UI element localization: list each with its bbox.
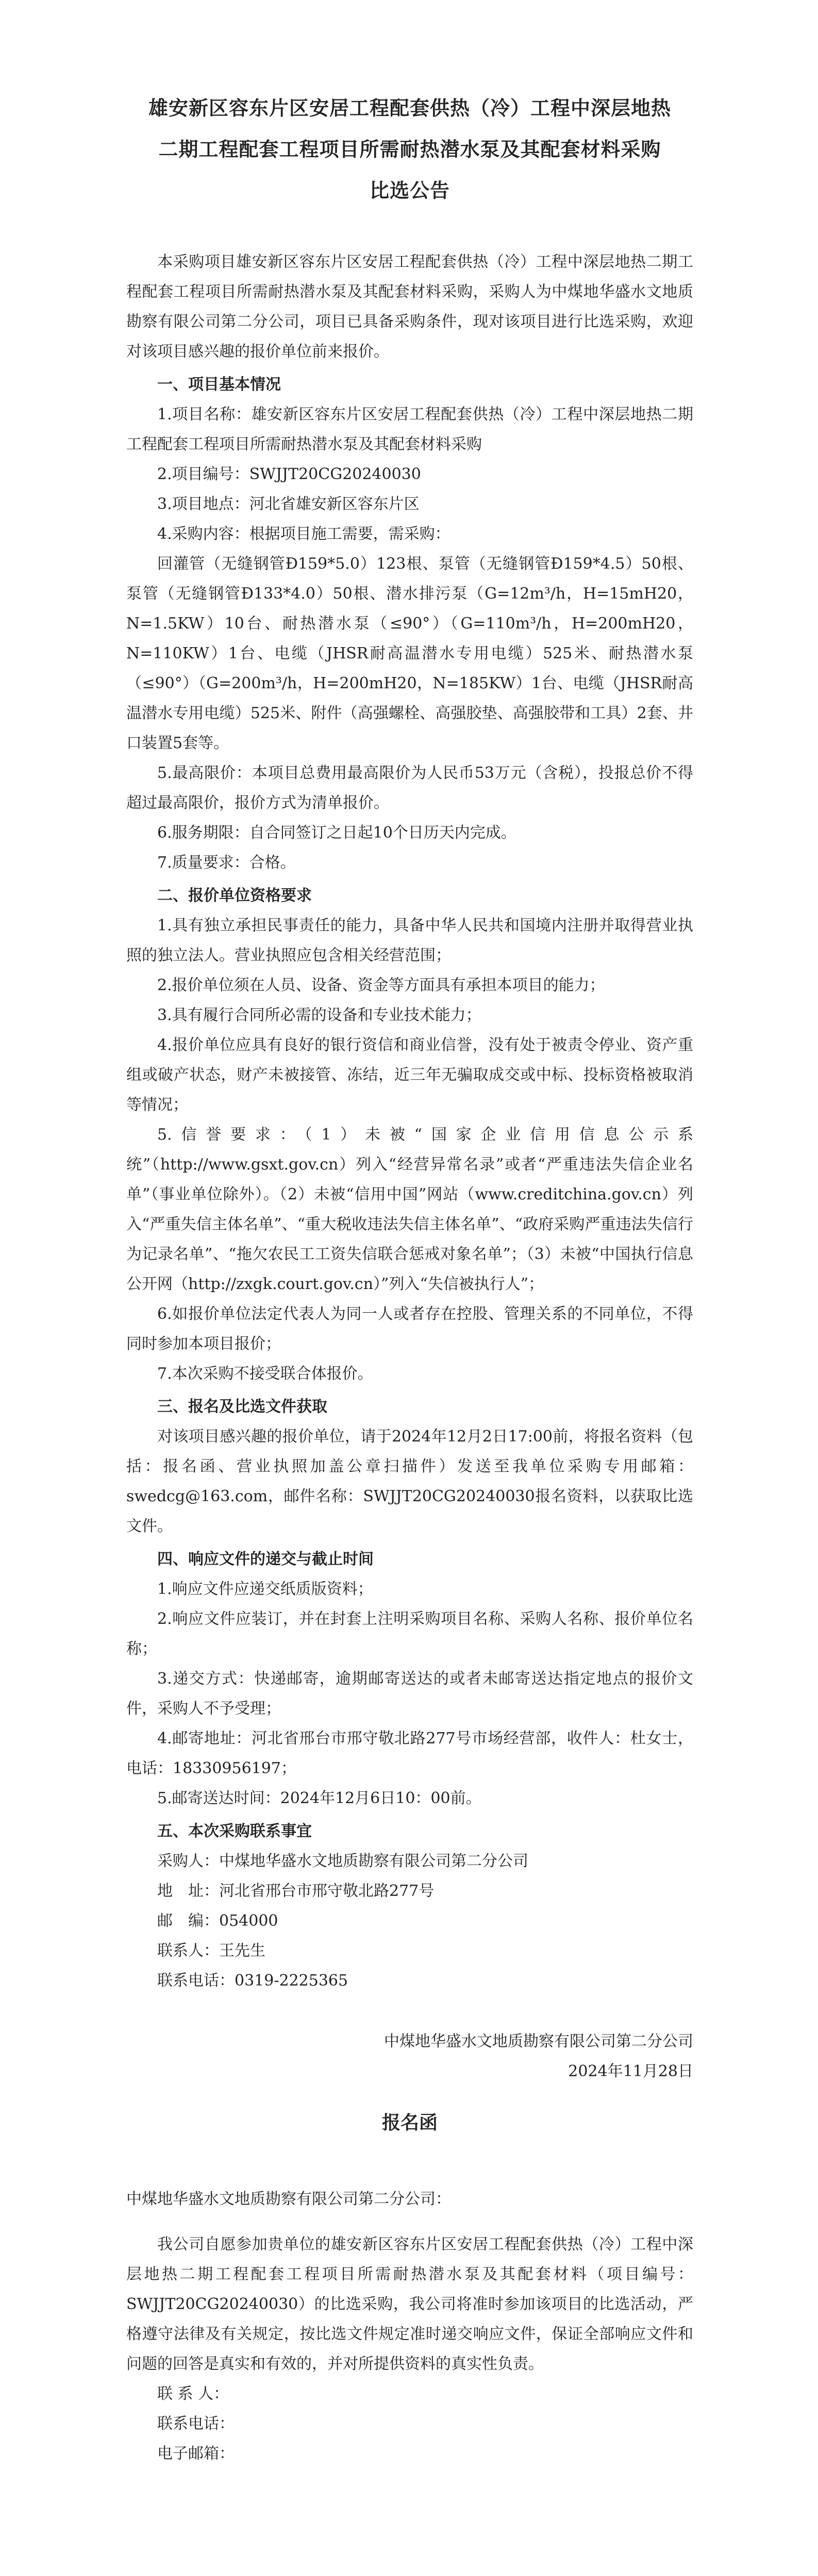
s4-item-2: 2.响应文件应装订，并在封套上注明采购项目名称、采购人名称、报价单位名称； xyxy=(126,1610,693,1658)
s2-item-3: 3.具有履行合同所必需的设备和专业技术能力； xyxy=(157,1006,481,1024)
section-4-heading: 四、响应文件的递交与截止时间 xyxy=(157,1550,374,1568)
title-line-2: 二期工程配套工程项目所需耐热潜水泵及其配套材料采购 xyxy=(158,138,661,161)
s4-item-5: 5.邮寄送达时间：2024年12月6日10：00前。 xyxy=(157,1789,481,1807)
s2-item-6: 6.如报价单位法定代表人为同一人或者存在控股、管理关系的不同单位，不得同时参加本项目报价； xyxy=(126,1305,693,1353)
section-1-heading: 一、项目基本情况 xyxy=(157,376,281,394)
registration-contact-label: 联 系 人： xyxy=(157,2385,229,2403)
page-title xyxy=(126,88,693,211)
s4-item-1: 1.响应文件应递交纸质版资料； xyxy=(157,1580,373,1598)
s1-item-6: 6.服务期限：自合同签订之日起10个日历天内完成。 xyxy=(157,824,516,842)
s2-item-2: 2.报价单位须在人员、设备、资金等方面具有承担本项目的能力； xyxy=(157,976,605,994)
s2-item-4: 4.报价单位应具有良好的银行资信和商业信誉，没有处于被责令停业、资产重组或破产状态，财产未被接管、冻结，近三年无骗取成交或中标、投标资格被取消等情况； xyxy=(126,1036,693,1114)
registration-title: 报名函 xyxy=(381,2112,438,2133)
s1-item-3: 3.项目地点：河北省雄安新区容东片区 xyxy=(157,495,420,513)
s5-purchaser: 采购人：中煤地华盛水文地质勘察有限公司第二分公司 xyxy=(157,1852,528,1870)
spacer xyxy=(126,2469,693,2576)
s5-contact: 联系人：王先生 xyxy=(157,1942,265,1960)
section-2-heading: 二、报价单位资格要求 xyxy=(157,887,312,905)
registration-phone-label: 联系电话： xyxy=(157,2415,235,2433)
signature-company: 中煤地华盛水文地质勘察有限公司第二分公司 xyxy=(384,2032,693,2050)
title-line-1: 雄安新区容东片区安居工程配套供热（冷）工程中深层地热 xyxy=(148,96,671,120)
s2-item-5: 5.信誉要求：（1）未被“国家企业信用信息公示系统”（http://www.gsxt.gov.cn）列入“经营异常名录”或者“严重违法失信企业名单”（事业单位除外）。（2）未被“信用中国”网站（www.creditchina.gov.cn）列入“严重失信主体名单”、“重大税收违法失信主体名单”、“政府采购严重违法失信行为记录名单”、“拖欠农民工工资失信联合惩戒对象名单”；（3）未被“中国执行信息公开网（http://zxgk.court.gov.cn）”列入“失信被执行人”； xyxy=(126,1126,693,1293)
s5-postcode: 邮 编：054000 xyxy=(157,1912,278,1930)
section-3-heading: 三、报名及比选文件获取 xyxy=(157,1398,327,1416)
s5-address: 地 址：河北省邢台市邢守敬北路277号 xyxy=(157,1882,435,1900)
document-content xyxy=(126,88,693,2576)
s2-item-7: 7.本次采购不接受联合体报价。 xyxy=(157,1365,373,1383)
registration-email-label: 电子邮箱： xyxy=(157,2445,235,2463)
spacer xyxy=(126,2214,693,2230)
s1-item-2: 2.项目编号：SWJJT20CG20240030 xyxy=(157,465,421,483)
signature-date: 2024年11月28日 xyxy=(568,2062,693,2080)
title-line-3: 比选公告 xyxy=(369,179,450,202)
section-5-heading: 五、本次采购联系事宜 xyxy=(157,1822,312,1840)
s4-item-3: 3.递交方式：快递邮寄，逾期邮寄送达的或者未邮寄送达指定地点的报价文件，采购人不予受理； xyxy=(126,1670,693,1718)
s1-item-1: 1.项目名称：雄安新区容东片区安居工程配套供热（冷）工程中深层地热二期工程配套工程项目所需耐热潜水泵及其配套材料采购 xyxy=(126,405,693,453)
registration-addressee: 中煤地华盛水文地质勘察有限公司第二分公司： xyxy=(126,2190,451,2208)
s1-item-5: 5.最高限价：本项目总费用最高限价为人民币53万元（含税），投报总价不得超过最高限价，报价方式为清单报价。 xyxy=(126,764,693,812)
s4-item-4: 4.邮寄地址：河北省邢台市邢守敬北路277号市场经营部，收件人：杜女士，电话：18330956197； xyxy=(126,1730,693,1777)
s1-item-4: 4.采购内容：根据项目施工需要，需采购： xyxy=(157,525,450,543)
intro-paragraph: 本采购项目雄安新区容东片区安居工程配套供热（冷）工程中深层地热二期工程配套工程项目所需耐热潜水泵及其配套材料采购，采购人为中煤地华盛水文地质勘察有限公司第二分公司，项目已具备采购条件，现对该项目进行比选采购，欢迎对该项目感兴趣的报价单位前来报价。 xyxy=(126,253,693,361)
s5-phone: 联系电话：0319-2225365 xyxy=(157,1972,348,1990)
s3-text: 对该项目感兴趣的报价单位，请于2024年12月2日17:00前，将报名资料（包括：报名函、营业执照加盖公章扫描件）发送至我单位采购专用邮箱：swedcg@163.com，邮件名称：SWJJT20CG20240030报名资料，以获取比选文件。 xyxy=(126,1428,693,1535)
s1-item-4-detail: 回灌管（无缝钢管Ð159*5.0）123根、泵管（无缝钢管Ð159*4.5）50根、泵管（无缝钢管Ð133*4.0）50根、潜水排污泵（G=12m³/h，H=15mH20，N=1.5KW）10台、耐热潜水泵（≤90°）（G=110m³/h，H=200mH20，N=110KW）1台、电缆（JHSR耐高温潜水专用电缆）525米、耐热潜水泵（≤90°）（G=200m³/h，H=200mH20，N=185KW）1台、电缆（JHSR耐高温潜水专用电缆）525米、附件（高强螺栓、高强胶垫、高强胶带和工具）2套、井口装置5套等。 xyxy=(126,555,693,752)
s1-item-7: 7.质量要求：合格。 xyxy=(157,854,296,872)
registration-body: 我公司自愿参加贵单位的雄安新区容东片区安居工程配套供热（冷）工程中深层地热二期工程配套工程项目所需耐热潜水泵及其配套材料（项目编号：SWJJT20CG20240030）的比选采购，我公司将准时参加该项目的比选活动，严格遵守法律及有关规定，按比选文件规定准时递交响应文件，保证全部响应文件和问题的回答是真实和有效的，并对所提供资料的真实性负责。 xyxy=(126,2235,693,2373)
s2-item-1: 1.具有独立承担民事责任的能力，具备中华人民共和国境内注册并取得营业执照的独立法人。营业执照应包含相关经营范围； xyxy=(126,917,693,964)
